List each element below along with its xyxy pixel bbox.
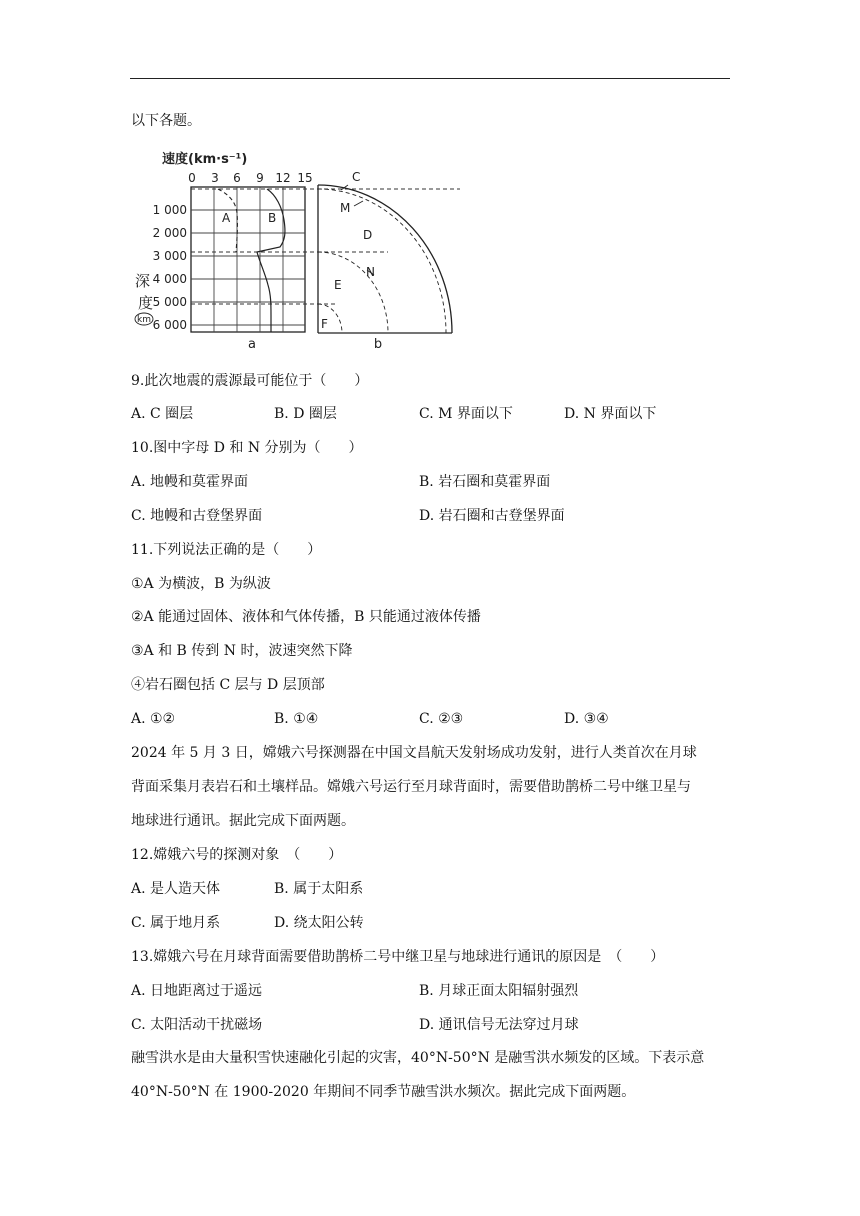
depth-ticks — [153, 203, 187, 332]
layer-label-d: D — [363, 228, 373, 242]
depth-tick: 4 000 — [152, 272, 187, 286]
seismic-wave-figure — [130, 145, 470, 355]
question-13-stem: 13.嫦娥六号在月球背面需要借助鹊桥二号中继卫星与地球进行通讯的原因是 （ ） — [131, 949, 665, 965]
layer-labels — [321, 170, 375, 331]
q10-option-c[interactable]: C. 地幔和古登堡界面 — [131, 508, 263, 524]
layer-label-m: M — [340, 201, 351, 215]
q12-option-d[interactable]: D. 绕太阳公转 — [274, 915, 364, 931]
curve-label-a: A — [222, 211, 231, 225]
layer-label-e: E — [334, 278, 342, 292]
q12-option-c[interactable]: C. 属于地月系 — [131, 915, 221, 931]
passage-2-line: 地球进行通讯。据此完成下面两题。 — [131, 813, 355, 829]
depth-tick: 3 000 — [152, 249, 187, 263]
header-rule — [130, 78, 730, 79]
depth-tick: 2 000 — [152, 226, 187, 240]
q9-option-b[interactable]: B. D 圈层 — [274, 406, 337, 422]
layer-label-c: C — [352, 170, 361, 184]
q12-option-b[interactable]: B. 属于太阳系 — [274, 881, 364, 897]
passage-2-line: 背面采集月表岩石和土壤样品。嫦娥六号运行至月球背面时，需要借助鹊桥二号中继卫星与 — [131, 779, 691, 795]
q11-option-d[interactable]: D. ③④ — [564, 711, 609, 727]
passage-2-line: 2024 年 5 月 3 日，嫦娥六号探测器在中国文昌航天发射场成功发射，进行人类首次在月球 — [131, 745, 697, 761]
question-11-stem: 11.下列说法正确的是（ ） — [131, 542, 322, 558]
q10-option-d[interactable]: D. 岩石圈和古登堡界面 — [419, 508, 565, 524]
panel-b-label: b — [373, 337, 383, 352]
boundary-lines — [191, 189, 460, 304]
speed-tick: 6 — [233, 171, 241, 185]
passage-3-line: 融雪洪水是由大量积雪快速融化引起的灾害，40°N-50°N 是融雪洪水频发的区域。下表示意 — [131, 1050, 705, 1066]
panel-a-frame — [191, 187, 305, 332]
depth-tick: 5 000 — [152, 295, 187, 309]
q13-option-d[interactable]: D. 通讯信号无法穿过月球 — [419, 1017, 579, 1033]
q11-statement-1: ①A 为横波，B 为纵波 — [131, 576, 271, 592]
speed-axis-label: 速度(km·s⁻¹) — [162, 152, 248, 167]
q11-option-b[interactable]: B. ①④ — [274, 711, 319, 727]
panel-a-grid — [191, 187, 305, 332]
depth-label-char: 度 — [138, 294, 154, 312]
q9-option-c[interactable]: C. M 界面以下 — [419, 406, 513, 422]
speed-ticks — [188, 171, 312, 185]
speed-tick: 12 — [275, 171, 291, 185]
panel-b-earth-section — [318, 185, 452, 333]
speed-tick: 15 — [297, 171, 313, 185]
q11-statement-3: ③A 和 B 传到 N 时，波速突然下降 — [131, 643, 353, 659]
q13-option-c[interactable]: C. 太阳活动干扰磁场 — [131, 1017, 263, 1033]
q13-option-b[interactable]: B. 月球正面太阳辐射强烈 — [419, 983, 579, 999]
q12-option-a[interactable]: A. 是人造天体 — [131, 881, 221, 897]
q11-statement-4: ④岩石圈包括 C 层与 D 层顶部 — [131, 677, 325, 693]
q9-option-d[interactable]: D. N 界面以下 — [564, 406, 657, 422]
q13-option-a[interactable]: A. 日地距离过于遥远 — [131, 983, 263, 999]
question-9-stem: 9.此次地震的震源最可能位于（ ） — [131, 373, 369, 389]
q9-option-a[interactable]: A. C 圈层 — [131, 406, 194, 422]
q10-option-a[interactable]: A. 地幔和莫霍界面 — [131, 474, 249, 490]
question-10-stem: 10.图中字母 D 和 N 分别为（ ） — [131, 440, 363, 456]
depth-tick: 1 000 — [152, 203, 187, 217]
depth-unit: km — [137, 315, 151, 325]
curve-label-b: B — [268, 211, 277, 225]
depth-label-char: 深 — [135, 272, 151, 290]
speed-tick: 9 — [256, 171, 264, 185]
q11-option-a[interactable]: A. ①② — [131, 711, 176, 727]
layer-label-f: F — [321, 317, 328, 331]
q11-option-c[interactable]: C. ②③ — [419, 711, 464, 727]
question-12-stem: 12.嫦娥六号的探测对象 （ ） — [131, 847, 343, 863]
speed-tick: 0 — [188, 171, 196, 185]
panel-a-label: a — [248, 337, 256, 352]
layer-label-n: N — [366, 265, 375, 279]
intro-text: 以下各题。 — [131, 113, 201, 129]
speed-tick: 3 — [211, 171, 219, 185]
q10-option-b[interactable]: B. 岩石圈和莫霍界面 — [419, 474, 551, 490]
q11-statement-2: ②A 能通过固体、液体和气体传播，B 只能通过液体传播 — [131, 609, 481, 625]
passage-3-line: 40°N-50°N 在 1900-2020 年期间不同季节融雪洪水频次。据此完成下面两题。 — [131, 1084, 636, 1100]
depth-tick: 6 000 — [152, 318, 187, 332]
